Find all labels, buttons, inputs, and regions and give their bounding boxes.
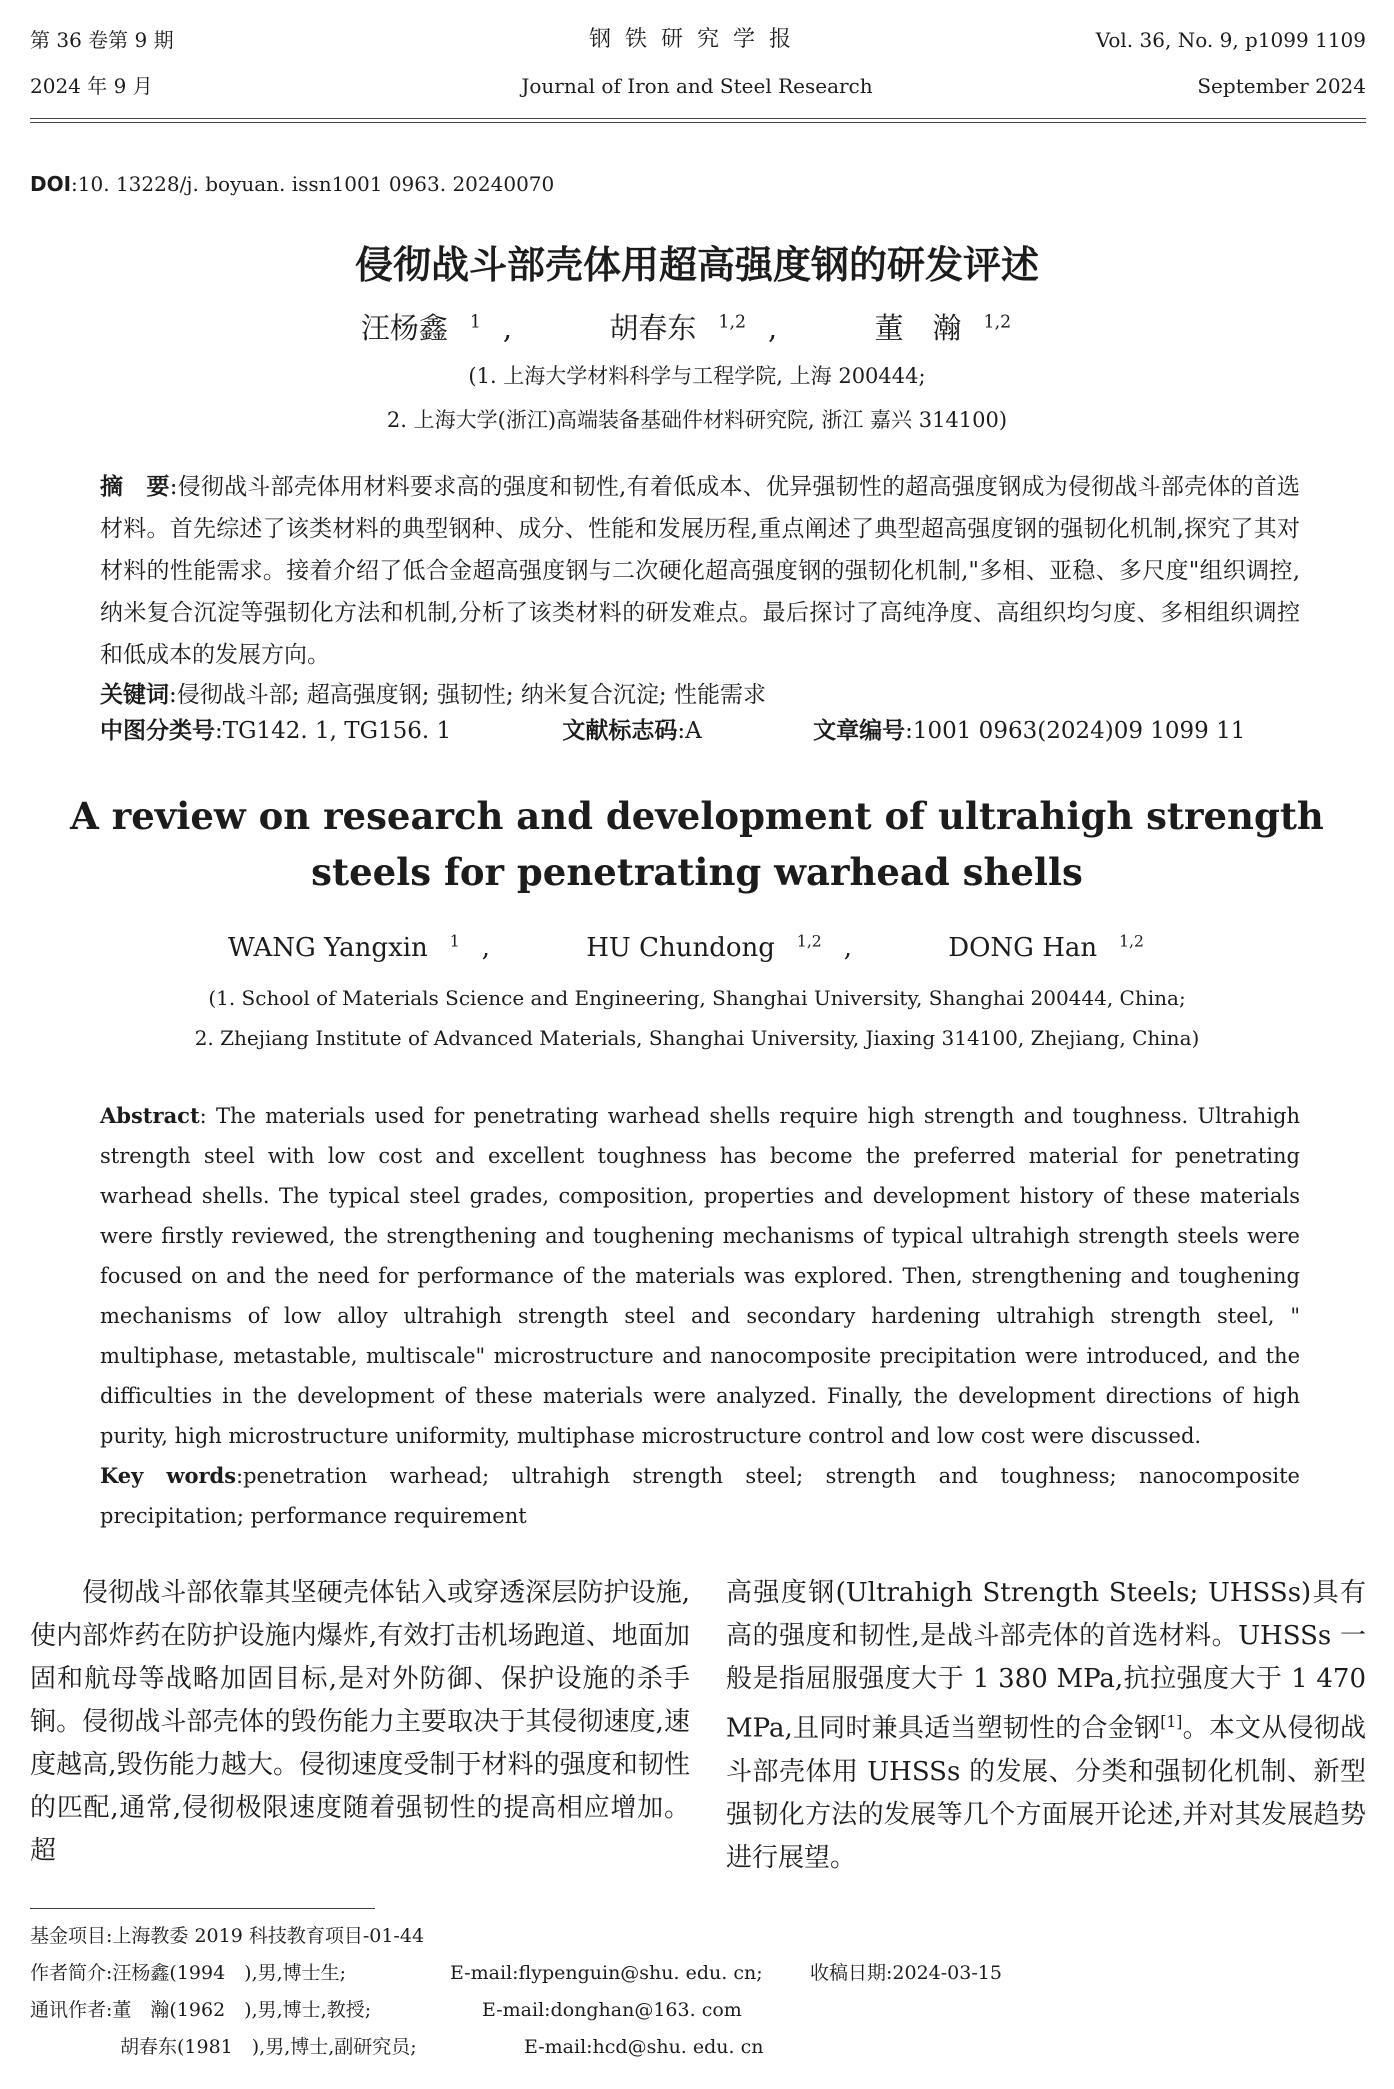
affiliation-en: (1. School of Materials Science and Engineering, Shanghai University, Shanghai 200444, China; <box>208 986 1186 1010</box>
journal-name-en: Journal of Iron and Steel Research <box>521 74 873 98</box>
affiliation-en: 2. Zhejiang Institute of Advanced Materials, Shanghai University, Jiaxing 314100, Zhejiang, China) <box>194 1026 1200 1050</box>
keywords-en-label: Key words <box>100 1463 237 1488</box>
abstract-en <box>100 1096 1300 1456</box>
issue-date-cn: 2024 年 9 月 <box>30 74 153 98</box>
abstract-en-text: : The materials used for penetrating warhead shells require high strength and toughness. Ultrahigh strength steel with low cost and excellent toughness has become the preferred material for penetrating warhead shells. The typical steel grades, composition, properties and development history of these materials were firstly reviewed, the strengthening and toughening mechanisms of typical ultrahigh strength steels were focused on and the need for performance of the materials was explored. Then, strengthening and toughening mechanisms of low alloy ultrahigh strength steel and secondary hardening ultrahigh strength steel, " multiphase, metastable, multiscale" microstructure and nanocomposite precipitation were introduced, and the difficulties in the development of these materials were analyzed. Finally, the development directions of high purity, high microstructure uniformity, multiphase microstructure control and low cost were discussed. <box>100 1104 1300 1448</box>
document-code: 文献标志码:A <box>562 718 702 744</box>
abstract-en-label: Abstract <box>100 1103 200 1128</box>
affiliation-cn: 2. 上海大学(浙江)高端装备基础件材料研究院, 浙江 嘉兴 314100) <box>386 408 1008 432</box>
doi-label: DOI <box>30 172 72 196</box>
author-cn: 董 瀚 $^{1,2}$ <box>874 311 1012 345</box>
header-divider-double <box>30 122 1366 123</box>
paper-title-en <box>0 788 1394 900</box>
keywords-en <box>100 1456 1300 1536</box>
corresponding-email: E-mail:donghan@163. com <box>482 1999 742 2021</box>
author-en: WANG Yangxin $^1$ , <box>228 932 490 963</box>
author-cn: 胡春东 $^{1,2}$ , <box>609 311 778 345</box>
abstract-cn-text: :侵彻战斗部壳体用材料要求高的强度和韧性,有着低成本、优异强韧性的超高强度钢成为侵彻战斗部壳体的首选材料。首先综述了该类材料的典型钢种、成分、性能和发展历程,重点阐述了典型超高强度钢的强韧化机制,探究了其对材料的性能需求。接着介绍了低合金超高强度钢与二次硬化超高强度钢的强韧化机制,"多相、亚稳、多尺度"组织调控,纳米复合沉淀等强韧化方法和机制,分析了该类材料的研发难点。最后探讨了高纯净度、高组织均匀度、多相组织调控和低成本的发展方向。 <box>100 474 1301 668</box>
footnote-divider <box>30 1908 375 1909</box>
affiliation-cn: (1. 上海大学材料科学与工程学院, 上海 200444; <box>468 364 926 388</box>
authors-cn <box>0 306 1394 347</box>
abstract-cn-label: 摘 要 <box>100 474 170 500</box>
footnote-coauthor: 胡春东(1981 ),男,博士,副研究员; E-mail:hcd@shu. edu. cn <box>30 2029 1370 2066</box>
author-cn: 汪杨鑫 $^1$ , <box>360 311 513 345</box>
body-column-right <box>726 1572 1366 1880</box>
clc-number: 中图分类号:TG142. 1, TG156. 1 <box>100 718 452 744</box>
issue-date-en: September 2024 <box>1197 74 1366 98</box>
affiliations-cn <box>0 354 1394 442</box>
paper-title-cn: 侵彻战斗部壳体用超高强度钢的研发评述 <box>354 243 1039 287</box>
volume-issue: 第 36 卷第 9 期 <box>30 28 174 52</box>
author-en: HU Chundong $^{1,2}$ , <box>586 932 852 963</box>
body-column-left: 侵彻战斗部依靠其坚硬壳体钻入或穿透深层防护设施,使内部炸药在防护设施内爆炸,有效打击机场跑道、地面加固和航母等战略加固目标,是对外防御、保护设施的杀手锏。侵彻战斗部壳体的毁伤能力主要取决于其侵彻速度,速度越高,毁伤能力越大。侵彻速度受制于材料的强度和韧性的匹配,通常,侵彻极限速度随着强韧性的提高相应增加。超 <box>30 1578 690 1866</box>
body-text: 。本文从侵彻战斗部壳体用 UHSSs 的发展、分类和强韧化机制、新型强韧化方法的发展等几个方面展开论述,并对其发展趋势进行展望。 <box>726 1713 1366 1873</box>
footnote-corresponding: 通讯作者:董 瀚(1962 ),男,博士,教授; E-mail:donghan@163. com <box>30 1992 1370 2029</box>
journal-name-cn: 钢铁研究学报 <box>588 27 805 52</box>
classification-line <box>100 712 1349 745</box>
journal-volume-info <box>1096 26 1366 118</box>
footnote-author: 作者简介:汪杨鑫(1994 ),男,博士生; E-mail:flypenguin@shu. edu. cn; 收稿日期:2024-03-15 <box>30 1955 1370 1992</box>
affiliations-en <box>0 978 1394 1058</box>
coauthor-email: E-mail:hcd@shu. edu. cn <box>524 2036 764 2058</box>
header-divider <box>30 118 1366 119</box>
author-email: E-mail:flypenguin@shu. edu. cn; <box>450 1962 763 1984</box>
author-en: DONG Han $^{1,2}$ <box>948 932 1144 963</box>
keywords-cn <box>100 676 766 709</box>
doi-value: :10. 13228/j. boyuan. issn1001 0963. 20240070 <box>71 172 555 196</box>
volume-pages: Vol. 36, No. 9, p1099 1109 <box>1095 28 1366 52</box>
doi-line <box>30 172 554 196</box>
paper-title-en-line: steels for penetrating warhead shells <box>311 850 1083 894</box>
citation-ref[interactable]: [1] <box>1160 1713 1183 1731</box>
keywords-cn-label: 关键词 <box>100 682 169 708</box>
body-text: 高强度钢(Ultrahigh Strength Steels; UHSSs)具有高的强度和韧性,是战斗部壳体的首选材料。UHSSs 一般是指屈服强度大于 1 380 MPa,抗拉强度大于 1 470 MPa,且同时兼具适当塑韧性的合金钢 <box>726 1578 1366 1744</box>
footnote-fund: 基金项目:上海教委 2019 科技教育项目-01-44 <box>30 1925 425 1947</box>
abstract-cn <box>100 466 1300 676</box>
authors-en <box>0 932 1394 963</box>
article-number: 文章编号:1001 0963(2024)09 1099 11 <box>813 718 1246 744</box>
paper-title-en-line: A review on research and development of ultrahigh strength <box>70 794 1324 838</box>
keywords-en-text: :penetration warhead; ultrahigh strength steel; strength and toughness; nanocomposite precipitation; performance requirement <box>100 1464 1300 1528</box>
footnotes <box>30 1918 1370 2066</box>
keywords-cn-text: :侵彻战斗部; 超高强度钢; 强韧性; 纳米复合沉淀; 性能需求 <box>169 682 766 708</box>
received-date: 收稿日期:2024-03-15 <box>810 1962 1002 1984</box>
